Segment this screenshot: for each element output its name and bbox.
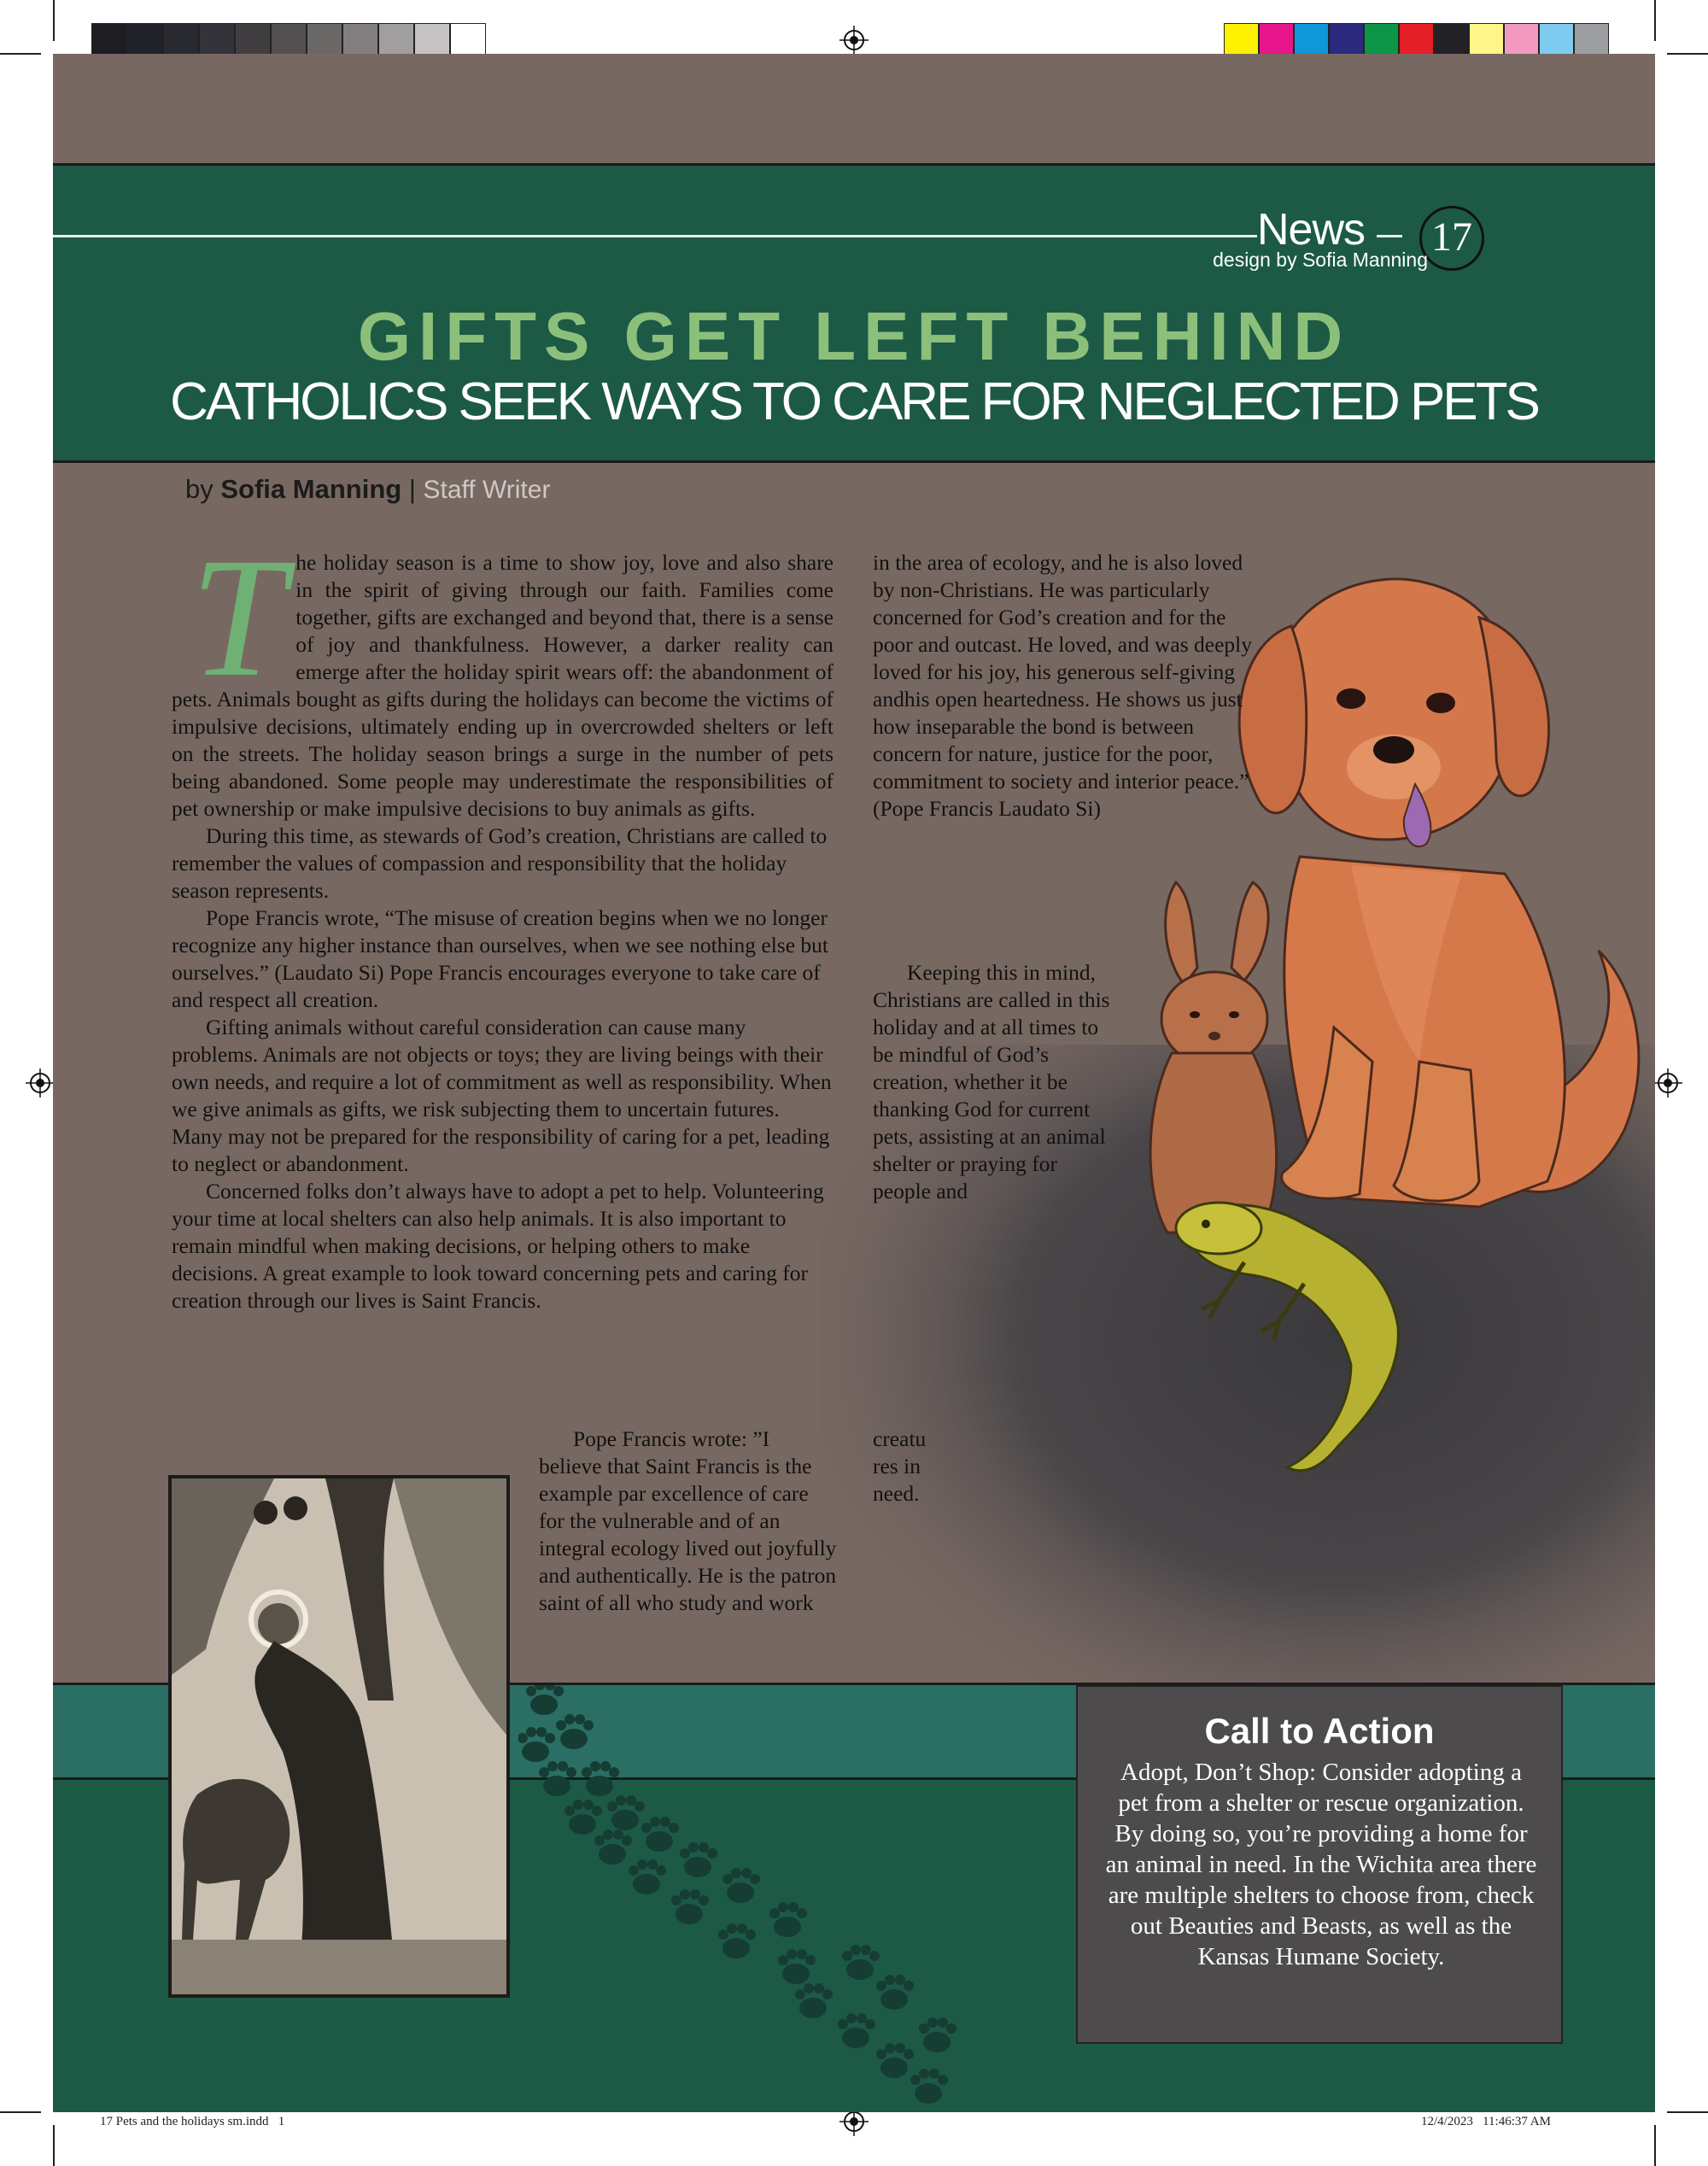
article-paragraph: Keeping this in mind, Christians are called in this holiday and at all times to be mindful of God’s creation, whether it be thanking God for current pets, assisting at an animal shelter or praying for people and (873, 960, 1110, 1203)
saint-francis-engraving-art (172, 1478, 506, 1994)
byline-prefix: by (185, 474, 214, 504)
saint-francis-engraving (168, 1475, 510, 1998)
registration-mark-icon (1653, 1068, 1682, 1098)
article-column-2b (873, 959, 1112, 1205)
headline: GIFTS GET LEFT BEHIND (357, 298, 1351, 374)
article-paragraph: Gifting animals without careful consideration can cause many problems. Animals are not objects or toys; they are living beings with their own needs, and require a lot of commitment as well as responsibility. When we give animals as gifts, we risk subjecting them to uncertain futures. Many may not be prepared for the responsibility of caring for a pet, leading to neglect or abandonment. (172, 1015, 832, 1176)
article-column-2 (873, 549, 1257, 822)
article-paragraph: Pope Francis wrote: ”I believe that Saint Francis is the example par excellence of care for the vulnerable and of an integral ecology lived out joyfully and authentically. He is the patron saint of all who study and work (539, 1426, 837, 1615)
footer-file-name: 17 Pets and the holidays sm.indd 1 (100, 2115, 285, 2128)
footer-timestamp: 12/4/2023 11:46:37 AM (1421, 2115, 1551, 2128)
article-paragraph-end: creatures in need. (873, 1426, 927, 1506)
magazine-page (53, 54, 1655, 2112)
call-to-action-box (1076, 1685, 1563, 2044)
author-name: Sofia Manning (220, 474, 402, 504)
design-credit: design by Sofia Manning (1213, 249, 1428, 271)
page-number: 17 (1419, 206, 1484, 271)
author-role: Staff Writer (423, 476, 551, 504)
subheadline: CATHOLICS SEEK WAYS TO CARE FOR NEGLECTED PETS (170, 372, 1538, 431)
article-paragraph: During this time, as stewards of God’s creation, Christians are called to remember the values of compassion and responsibility that the holiday season represents. (172, 823, 828, 903)
article-paragraph: Pope Francis wrote, “The misuse of creation begins when we no longer recognize any higher instance than ourselves, when we see nothing else but ourselves.” (Laudato Si) Pope Francis encourages everyone to take care of and respect all creation. (172, 905, 828, 1012)
article-paragraph: in the area of ecology, and he is also loved by non-Christians. He was particularly concerned for God’s creation and for the poor and outcast. He loved, and was deeply loved for his joy, his generous self-giving andhis open heartedness. He shows us just how inseparable the bond is between concern for nature, justice for the poor, commitment to society and interior peace.” (Pope Francis Laudato Si) (873, 550, 1252, 821)
article-column-2c (873, 1425, 933, 1507)
article-column-1 (172, 524, 834, 1314)
header-rule (53, 235, 1257, 237)
section-label: News (1257, 205, 1366, 255)
article-paragraph: Concerned folks don’t always have to adopt a pet to help. Volunteering your time at local shelters can also help animals. It is also important to remain mindful when making decisions, or helping others to make decisions. A great example to look toward concerning pets and caring for creation through our lives is Saint Francis. (172, 1179, 824, 1313)
article-paragraph: he holiday season is a time to show joy, love and also share in the spirit of giving through our faith. Families come together, gifts are exchanged and beyond that, there is a sense of joy and thankfulness. However, a darker reality can emerge after the holiday spirit wears off: the abandonment of pets. Animals bought as gifts during the holidays can become the victims of impulsive decisions, ultimately ending up in overcrowded shelters or left on the streets. The holiday season brings a surge in the number of pets being abandoned. Some people may underestimate the responsibilities of pet ownership or make impulsive decisions to buy animals as gifts. (172, 550, 834, 821)
lizard-illustration (1167, 1181, 1458, 1489)
call-to-action-text: Adopt, Don’t Shop: Consider adopting a pet from a shelter or rescue organization. By doing so, you’re providing a home for an animal in need. In the Wichita area there are multiple shelters to choose from, check out Beauties and Beasts, as well as the Kansas Humane Society. (1105, 1759, 1537, 1970)
byline-separator: | (408, 474, 416, 504)
call-to-action-title: Call to Action (1204, 1711, 1435, 1751)
drop-cap: T (190, 524, 286, 712)
byline (185, 474, 550, 505)
header-rule-short (1377, 235, 1402, 237)
registration-mark-icon (839, 26, 869, 55)
article-column-1b (539, 1425, 838, 1617)
registration-mark-icon (26, 1068, 55, 1098)
paw-prints-trail (518, 1685, 1099, 2112)
